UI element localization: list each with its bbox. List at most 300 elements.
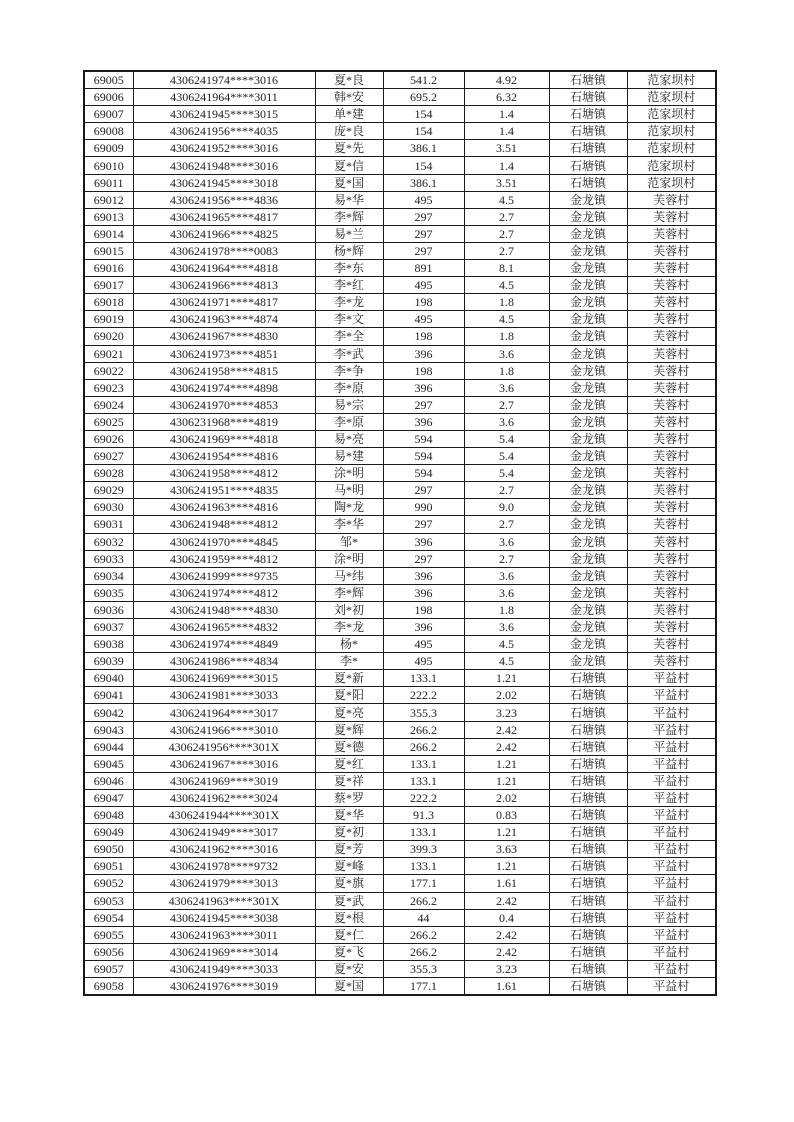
table-row — [84, 430, 716, 447]
cell-village: 芙蓉村 — [627, 242, 716, 259]
cell-masked-name: 李*华 — [315, 516, 383, 533]
cell-town: 石塘镇 — [549, 789, 627, 806]
cell-town: 石塘镇 — [549, 875, 627, 892]
cell-town: 金龙镇 — [549, 362, 627, 379]
cell-sequence-number: 69044 — [84, 738, 133, 755]
table-row — [84, 738, 716, 755]
cell-amount: 44 — [383, 909, 464, 926]
cell-town: 石塘镇 — [549, 670, 627, 687]
cell-masked-name: 陶*龙 — [315, 499, 383, 516]
table-row — [84, 636, 716, 653]
cell-town: 石塘镇 — [549, 858, 627, 875]
cell-sequence-number: 69052 — [84, 875, 133, 892]
table-row — [84, 71, 716, 89]
cell-masked-id-number: 4306241974****4849 — [133, 636, 315, 653]
cell-sequence-number: 69013 — [84, 208, 133, 225]
table-row — [84, 687, 716, 704]
cell-masked-id-number: 4306241967****3016 — [133, 755, 315, 772]
table-row — [84, 379, 716, 396]
cell-sequence-number: 69019 — [84, 311, 133, 328]
cell-town: 石塘镇 — [549, 926, 627, 943]
cell-masked-id-number: 4306241945****3015 — [133, 106, 315, 123]
table-row — [84, 396, 716, 413]
cell-sequence-number: 69012 — [84, 191, 133, 208]
cell-rate: 2.02 — [464, 789, 549, 806]
table-row — [84, 653, 716, 670]
cell-masked-name: 李*龙 — [315, 619, 383, 636]
cell-amount: 297 — [383, 396, 464, 413]
cell-village: 范家坝村 — [627, 140, 716, 157]
cell-rate: 1.61 — [464, 875, 549, 892]
cell-sequence-number: 69014 — [84, 225, 133, 242]
cell-village: 平益村 — [627, 772, 716, 789]
cell-masked-name: 涂*明 — [315, 550, 383, 567]
cell-rate: 3.6 — [464, 619, 549, 636]
cell-village: 芙蓉村 — [627, 191, 716, 208]
cell-masked-name: 夏*武 — [315, 892, 383, 909]
cell-amount: 297 — [383, 242, 464, 259]
cell-town: 金龙镇 — [549, 584, 627, 601]
cell-amount: 133.1 — [383, 670, 464, 687]
table-row — [84, 345, 716, 362]
table-row — [84, 106, 716, 123]
cell-amount: 154 — [383, 106, 464, 123]
cell-masked-id-number: 4306241958****4812 — [133, 465, 315, 482]
cell-rate: 2.42 — [464, 926, 549, 943]
cell-masked-name: 夏*亮 — [315, 704, 383, 721]
cell-amount: 266.2 — [383, 738, 464, 755]
cell-village: 芙蓉村 — [627, 584, 716, 601]
cell-masked-name: 夏*阳 — [315, 687, 383, 704]
cell-village: 芙蓉村 — [627, 379, 716, 396]
table-row — [84, 601, 716, 618]
cell-rate: 3.6 — [464, 533, 549, 550]
cell-masked-id-number: 4306241959****4812 — [133, 550, 315, 567]
cell-village: 平益村 — [627, 858, 716, 875]
cell-sequence-number: 69054 — [84, 909, 133, 926]
cell-masked-id-number: 4306241969****3019 — [133, 772, 315, 789]
cell-rate: 1.4 — [464, 106, 549, 123]
cell-masked-id-number: 4306241954****4816 — [133, 448, 315, 465]
cell-masked-name: 夏*芳 — [315, 841, 383, 858]
cell-rate: 4.5 — [464, 311, 549, 328]
cell-masked-id-number: 4306241969****3014 — [133, 943, 315, 960]
cell-amount: 891 — [383, 260, 464, 277]
cell-amount: 266.2 — [383, 926, 464, 943]
cell-sequence-number: 69016 — [84, 260, 133, 277]
cell-village: 平益村 — [627, 909, 716, 926]
cell-masked-name: 李*全 — [315, 328, 383, 345]
cell-rate: 3.23 — [464, 960, 549, 977]
cell-village: 平益村 — [627, 824, 716, 841]
table-row — [84, 875, 716, 892]
cell-village: 芙蓉村 — [627, 619, 716, 636]
cell-village: 范家坝村 — [627, 174, 716, 191]
cell-town: 金龙镇 — [549, 208, 627, 225]
table-row — [84, 977, 716, 995]
cell-rate: 1.21 — [464, 755, 549, 772]
cell-rate: 0.4 — [464, 909, 549, 926]
table-row — [84, 191, 716, 208]
cell-masked-id-number: 4306241999****9735 — [133, 567, 315, 584]
cell-masked-name: 易*亮 — [315, 430, 383, 447]
cell-sequence-number: 69050 — [84, 841, 133, 858]
cell-rate: 3.6 — [464, 379, 549, 396]
cell-rate: 1.21 — [464, 670, 549, 687]
cell-sequence-number: 69011 — [84, 174, 133, 191]
cell-amount: 198 — [383, 294, 464, 311]
cell-rate: 1.4 — [464, 157, 549, 174]
cell-masked-name: 夏*根 — [315, 909, 383, 926]
cell-village: 芙蓉村 — [627, 550, 716, 567]
cell-amount: 355.3 — [383, 960, 464, 977]
cell-rate: 4.92 — [464, 71, 549, 89]
cell-village: 平益村 — [627, 738, 716, 755]
table-row — [84, 755, 716, 772]
cell-village: 芙蓉村 — [627, 362, 716, 379]
cell-masked-id-number: 4306241963****4816 — [133, 499, 315, 516]
cell-town: 石塘镇 — [549, 943, 627, 960]
cell-town: 金龙镇 — [549, 242, 627, 259]
cell-amount: 198 — [383, 362, 464, 379]
table-row — [84, 960, 716, 977]
table-row — [84, 328, 716, 345]
cell-town: 金龙镇 — [549, 465, 627, 482]
cell-masked-id-number: 4306241978****0083 — [133, 242, 315, 259]
cell-amount: 495 — [383, 277, 464, 294]
cell-town: 石塘镇 — [549, 960, 627, 977]
cell-masked-id-number: 4306241966****4813 — [133, 277, 315, 294]
cell-rate: 2.42 — [464, 943, 549, 960]
cell-village: 芙蓉村 — [627, 601, 716, 618]
cell-sequence-number: 69038 — [84, 636, 133, 653]
cell-amount: 154 — [383, 157, 464, 174]
cell-masked-name: 夏*先 — [315, 140, 383, 157]
cell-amount: 133.1 — [383, 824, 464, 841]
cell-amount: 990 — [383, 499, 464, 516]
cell-amount: 133.1 — [383, 772, 464, 789]
cell-masked-name: 夏*华 — [315, 807, 383, 824]
cell-village: 范家坝村 — [627, 106, 716, 123]
cell-sequence-number: 69028 — [84, 465, 133, 482]
cell-masked-id-number: 4306241974****3016 — [133, 71, 315, 89]
table-row — [84, 619, 716, 636]
cell-masked-id-number: 4306241973****4851 — [133, 345, 315, 362]
cell-masked-name: 夏*辉 — [315, 721, 383, 738]
cell-amount: 399.3 — [383, 841, 464, 858]
cell-village: 芙蓉村 — [627, 448, 716, 465]
cell-rate: 2.7 — [464, 396, 549, 413]
cell-rate: 4.5 — [464, 653, 549, 670]
cell-rate: 3.51 — [464, 140, 549, 157]
cell-masked-name: 蔡*罗 — [315, 789, 383, 806]
table-row — [84, 584, 716, 601]
cell-town: 石塘镇 — [549, 157, 627, 174]
cell-masked-id-number: 4306241948****4812 — [133, 516, 315, 533]
cell-amount: 396 — [383, 567, 464, 584]
cell-town: 石塘镇 — [549, 71, 627, 89]
table-row — [84, 892, 716, 909]
cell-amount: 541.2 — [383, 71, 464, 89]
cell-sequence-number: 69010 — [84, 157, 133, 174]
cell-village: 平益村 — [627, 670, 716, 687]
cell-masked-name: 马*明 — [315, 482, 383, 499]
cell-amount: 386.1 — [383, 174, 464, 191]
cell-town: 金龙镇 — [549, 550, 627, 567]
cell-town: 石塘镇 — [549, 174, 627, 191]
cell-village: 芙蓉村 — [627, 345, 716, 362]
cell-village: 芙蓉村 — [627, 653, 716, 670]
cell-amount: 495 — [383, 191, 464, 208]
cell-amount: 594 — [383, 465, 464, 482]
cell-village: 芙蓉村 — [627, 567, 716, 584]
cell-sequence-number: 69032 — [84, 533, 133, 550]
table-row — [84, 807, 716, 824]
cell-masked-name: 李*辉 — [315, 584, 383, 601]
cell-amount: 495 — [383, 636, 464, 653]
cell-rate: 2.7 — [464, 550, 549, 567]
cell-village: 芙蓉村 — [627, 499, 716, 516]
cell-sequence-number: 69046 — [84, 772, 133, 789]
cell-amount: 297 — [383, 550, 464, 567]
cell-rate: 3.63 — [464, 841, 549, 858]
cell-town: 金龙镇 — [549, 260, 627, 277]
cell-sequence-number: 69041 — [84, 687, 133, 704]
cell-amount: 133.1 — [383, 858, 464, 875]
cell-village: 平益村 — [627, 721, 716, 738]
cell-village: 平益村 — [627, 789, 716, 806]
cell-sequence-number: 69029 — [84, 482, 133, 499]
cell-rate: 2.7 — [464, 242, 549, 259]
cell-sequence-number: 69015 — [84, 242, 133, 259]
cell-masked-name: 李* — [315, 653, 383, 670]
cell-masked-id-number: 4306241956****4035 — [133, 123, 315, 140]
cell-masked-name: 夏*仁 — [315, 926, 383, 943]
table-row — [84, 567, 716, 584]
cell-town: 金龙镇 — [549, 413, 627, 430]
cell-amount: 594 — [383, 430, 464, 447]
cell-rate: 1.21 — [464, 772, 549, 789]
cell-town: 金龙镇 — [549, 619, 627, 636]
table-row — [84, 277, 716, 294]
table-row — [84, 294, 716, 311]
cell-village: 平益村 — [627, 687, 716, 704]
table-row — [84, 123, 716, 140]
table-row — [84, 943, 716, 960]
table-body — [84, 71, 716, 995]
cell-sequence-number: 69039 — [84, 653, 133, 670]
cell-amount: 495 — [383, 311, 464, 328]
cell-masked-id-number: 4306241948****4830 — [133, 601, 315, 618]
cell-masked-name: 夏*安 — [315, 960, 383, 977]
cell-village: 范家坝村 — [627, 123, 716, 140]
cell-village: 平益村 — [627, 807, 716, 824]
cell-masked-id-number: 4306241970****4853 — [133, 396, 315, 413]
cell-amount: 266.2 — [383, 721, 464, 738]
table-row — [84, 721, 716, 738]
cell-masked-id-number: 4306241969****4818 — [133, 430, 315, 447]
cell-amount: 695.2 — [383, 89, 464, 106]
cell-amount: 594 — [383, 448, 464, 465]
cell-masked-name: 李*原 — [315, 379, 383, 396]
cell-sequence-number: 69021 — [84, 345, 133, 362]
table-row — [84, 499, 716, 516]
cell-masked-name: 李*原 — [315, 413, 383, 430]
cell-town: 金龙镇 — [549, 567, 627, 584]
cell-rate: 8.1 — [464, 260, 549, 277]
cell-masked-id-number: 4306241963****3011 — [133, 926, 315, 943]
cell-town: 金龙镇 — [549, 533, 627, 550]
cell-village: 芙蓉村 — [627, 516, 716, 533]
cell-amount: 355.3 — [383, 704, 464, 721]
cell-amount: 386.1 — [383, 140, 464, 157]
cell-masked-name: 夏*祥 — [315, 772, 383, 789]
cell-village: 芙蓉村 — [627, 328, 716, 345]
cell-village: 芙蓉村 — [627, 482, 716, 499]
cell-masked-id-number: 4306241949****3033 — [133, 960, 315, 977]
cell-village: 芙蓉村 — [627, 465, 716, 482]
table-row — [84, 225, 716, 242]
cell-sequence-number: 69009 — [84, 140, 133, 157]
cell-sequence-number: 69053 — [84, 892, 133, 909]
cell-town: 金龙镇 — [549, 601, 627, 618]
cell-masked-id-number: 4306241976****3019 — [133, 977, 315, 995]
cell-village: 芙蓉村 — [627, 311, 716, 328]
cell-amount: 396 — [383, 379, 464, 396]
cell-village: 平益村 — [627, 977, 716, 995]
cell-masked-id-number: 4306241965****4832 — [133, 619, 315, 636]
cell-rate: 4.5 — [464, 636, 549, 653]
cell-town: 石塘镇 — [549, 140, 627, 157]
cell-masked-name: 单*建 — [315, 106, 383, 123]
cell-town: 石塘镇 — [549, 772, 627, 789]
cell-masked-name: 夏*德 — [315, 738, 383, 755]
cell-town: 金龙镇 — [549, 225, 627, 242]
cell-masked-id-number: 4306241964****3011 — [133, 89, 315, 106]
table-row — [84, 858, 716, 875]
cell-rate: 2.7 — [464, 208, 549, 225]
cell-masked-id-number: 4306241969****3015 — [133, 670, 315, 687]
cell-masked-name: 邹* — [315, 533, 383, 550]
cell-rate: 3.6 — [464, 345, 549, 362]
cell-masked-name: 易*建 — [315, 448, 383, 465]
cell-rate: 2.7 — [464, 516, 549, 533]
cell-town: 石塘镇 — [549, 704, 627, 721]
cell-masked-id-number: 4306241974****4898 — [133, 379, 315, 396]
cell-sequence-number: 69037 — [84, 619, 133, 636]
cell-village: 范家坝村 — [627, 89, 716, 106]
cell-masked-name: 易*宗 — [315, 396, 383, 413]
cell-masked-id-number: 4306241945****3018 — [133, 174, 315, 191]
cell-sequence-number: 69007 — [84, 106, 133, 123]
cell-rate: 3.6 — [464, 413, 549, 430]
cell-village: 平益村 — [627, 704, 716, 721]
cell-town: 石塘镇 — [549, 738, 627, 755]
cell-town: 金龙镇 — [549, 294, 627, 311]
cell-sequence-number: 69057 — [84, 960, 133, 977]
cell-amount: 297 — [383, 225, 464, 242]
cell-masked-id-number: 4306241958****4815 — [133, 362, 315, 379]
table-row — [84, 550, 716, 567]
cell-masked-name: 夏*旗 — [315, 875, 383, 892]
cell-rate: 4.5 — [464, 191, 549, 208]
cell-village: 芙蓉村 — [627, 636, 716, 653]
cell-masked-name: 易*华 — [315, 191, 383, 208]
cell-sequence-number: 69030 — [84, 499, 133, 516]
cell-masked-name: 夏*信 — [315, 157, 383, 174]
cell-sequence-number: 69056 — [84, 943, 133, 960]
cell-amount: 154 — [383, 123, 464, 140]
cell-amount: 396 — [383, 345, 464, 362]
table-row — [84, 174, 716, 191]
cell-rate: 0.83 — [464, 807, 549, 824]
cell-town: 石塘镇 — [549, 841, 627, 858]
cell-town: 石塘镇 — [549, 89, 627, 106]
cell-sequence-number: 69025 — [84, 413, 133, 430]
cell-masked-name: 杨*辉 — [315, 242, 383, 259]
cell-masked-id-number: 4306241986****4834 — [133, 653, 315, 670]
cell-masked-id-number: 4306241951****4835 — [133, 482, 315, 499]
cell-rate: 9.0 — [464, 499, 549, 516]
cell-masked-id-number: 4306241970****4845 — [133, 533, 315, 550]
cell-village: 平益村 — [627, 926, 716, 943]
cell-village: 芙蓉村 — [627, 225, 716, 242]
cell-rate: 2.42 — [464, 892, 549, 909]
cell-rate: 1.4 — [464, 123, 549, 140]
cell-rate: 2.42 — [464, 738, 549, 755]
cell-rate: 1.8 — [464, 362, 549, 379]
cell-rate: 5.4 — [464, 465, 549, 482]
cell-amount: 396 — [383, 619, 464, 636]
cell-masked-id-number: 4306241945****3038 — [133, 909, 315, 926]
cell-rate: 2.7 — [464, 482, 549, 499]
cell-rate: 1.21 — [464, 858, 549, 875]
cell-town: 金龙镇 — [549, 379, 627, 396]
cell-town: 石塘镇 — [549, 755, 627, 772]
cell-village: 芙蓉村 — [627, 533, 716, 550]
cell-town: 金龙镇 — [549, 482, 627, 499]
table-row — [84, 841, 716, 858]
cell-amount: 222.2 — [383, 789, 464, 806]
cell-village: 平益村 — [627, 943, 716, 960]
table-row — [84, 465, 716, 482]
cell-town: 金龙镇 — [549, 448, 627, 465]
cell-rate: 3.51 — [464, 174, 549, 191]
cell-amount: 297 — [383, 208, 464, 225]
cell-amount: 297 — [383, 516, 464, 533]
cell-masked-name: 李*辉 — [315, 208, 383, 225]
cell-village: 芙蓉村 — [627, 430, 716, 447]
cell-sequence-number: 69026 — [84, 430, 133, 447]
cell-town: 石塘镇 — [549, 824, 627, 841]
cell-masked-id-number: 4306241956****4836 — [133, 191, 315, 208]
cell-sequence-number: 69058 — [84, 977, 133, 995]
cell-sequence-number: 69047 — [84, 789, 133, 806]
cell-sequence-number: 69045 — [84, 755, 133, 772]
cell-masked-name: 夏*国 — [315, 977, 383, 995]
cell-masked-name: 李*龙 — [315, 294, 383, 311]
table-row — [84, 482, 716, 499]
table-row — [84, 926, 716, 943]
cell-village: 范家坝村 — [627, 157, 716, 174]
cell-masked-id-number: 4306241952****3016 — [133, 140, 315, 157]
cell-sequence-number: 69022 — [84, 362, 133, 379]
cell-town: 石塘镇 — [549, 106, 627, 123]
cell-masked-name: 夏*良 — [315, 71, 383, 89]
cell-masked-id-number: 4306241964****3017 — [133, 704, 315, 721]
cell-rate: 2.7 — [464, 225, 549, 242]
cell-town: 金龙镇 — [549, 653, 627, 670]
